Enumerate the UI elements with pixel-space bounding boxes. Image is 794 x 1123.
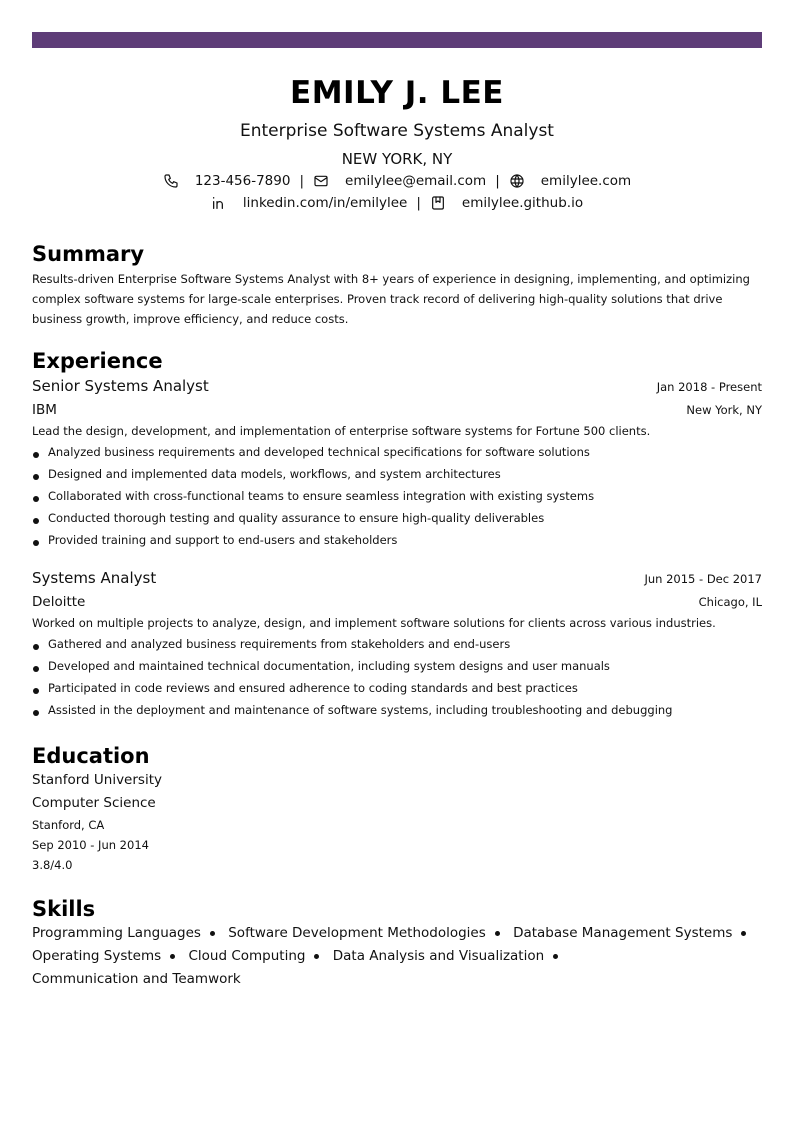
list-item: Assisted in the deployment and maintenance of software systems, including troubleshooting and debugging bbox=[32, 699, 762, 721]
accent-bar bbox=[32, 32, 762, 48]
separator: | bbox=[416, 195, 421, 211]
phone-link[interactable]: 123-456-7890 bbox=[194, 173, 291, 189]
section-heading-education: Education bbox=[32, 744, 150, 768]
github-link[interactable]: emilylee.github.io bbox=[461, 195, 584, 211]
list-item: Participated in code reviews and ensured adherence to coding standards and best practices bbox=[32, 677, 762, 699]
candidate-title: Enterprise Software Systems Analyst bbox=[240, 121, 554, 141]
contact-row-primary bbox=[32, 172, 762, 190]
linkedin-icon bbox=[211, 195, 227, 211]
website-link[interactable]: emilylee.com bbox=[540, 173, 632, 189]
education-dates: Sep 2010 - Jun 2014 bbox=[32, 838, 149, 852]
email-icon bbox=[313, 173, 329, 189]
candidate-location: NEW YORK, NY bbox=[341, 150, 453, 168]
job-description: Worked on multiple projects to analyze, design, and implement software solutions for clients across various industries. bbox=[32, 616, 716, 630]
bookmark-icon bbox=[430, 195, 446, 211]
skills-list bbox=[32, 922, 762, 991]
job-entry bbox=[32, 567, 762, 721]
section-heading-skills: Skills bbox=[32, 897, 96, 921]
list-item: Conducted thorough testing and quality assurance to ensure high-quality deliverables bbox=[32, 507, 762, 529]
list-item: Developed and maintained technical documentation, including system designs and user manuals bbox=[32, 655, 762, 677]
skill-item: Operating Systems bbox=[32, 948, 162, 964]
contact-row-secondary bbox=[32, 194, 762, 212]
job-location: Chicago, IL bbox=[698, 595, 762, 609]
experience-section bbox=[32, 348, 762, 721]
list-item: Collaborated with cross-functional teams to ensure seamless integration with existing systems bbox=[32, 485, 762, 507]
section-heading-summary: Summary bbox=[32, 242, 145, 266]
list-item: Provided training and support to end-users and stakeholders bbox=[32, 529, 762, 551]
section-heading-experience: Experience bbox=[32, 349, 163, 373]
list-item: Analyzed business requirements and developed technical specifications for software solutions bbox=[32, 441, 762, 463]
job-dates: Jan 2018 - Present bbox=[656, 380, 762, 394]
email-link[interactable]: emilylee@email.com bbox=[345, 173, 487, 189]
bullet-dot bbox=[553, 954, 558, 959]
education-location: Stanford, CA bbox=[32, 818, 105, 832]
skill-item: Cloud Computing bbox=[188, 948, 306, 964]
candidate-name: EMILY J. LEE bbox=[290, 75, 504, 111]
skill-item: Database Management Systems bbox=[513, 925, 733, 941]
bullet-dot bbox=[495, 931, 500, 936]
skill-item: Data Analysis and Visualization bbox=[332, 948, 545, 964]
skill-item: Communication and Teamwork bbox=[32, 971, 241, 987]
job-title: Systems Analyst bbox=[32, 569, 157, 587]
bullet-dot bbox=[170, 954, 175, 959]
separator: | bbox=[299, 173, 305, 189]
linkedin-link[interactable]: linkedin.com/in/emilylee bbox=[242, 195, 408, 211]
education-school: Stanford University bbox=[32, 772, 162, 788]
resume-header bbox=[32, 74, 762, 212]
job-company: IBM bbox=[32, 402, 57, 418]
job-description: Lead the design, development, and implementation of enterprise software systems for Fortune 500 clients. bbox=[32, 424, 651, 438]
list-item: Gathered and analyzed business requirements from stakeholders and end-users bbox=[32, 633, 762, 655]
education-section bbox=[32, 743, 762, 875]
phone-icon bbox=[163, 173, 179, 189]
list-item: Designed and implemented data models, workflows, and system architectures bbox=[32, 463, 762, 485]
skills-section bbox=[32, 896, 762, 991]
bullet-dot bbox=[210, 931, 215, 936]
job-company: Deloitte bbox=[32, 594, 86, 610]
skill-item: Programming Languages bbox=[32, 925, 201, 941]
bullet-dot bbox=[314, 954, 319, 959]
summary-section bbox=[32, 241, 762, 329]
education-field: Computer Science bbox=[32, 795, 156, 811]
skill-item: Software Development Methodologies bbox=[228, 925, 486, 941]
job-entry bbox=[32, 375, 762, 551]
separator: | bbox=[495, 173, 500, 189]
job-location: New York, NY bbox=[686, 403, 762, 417]
education-gpa: 3.8/4.0 bbox=[32, 858, 73, 872]
job-bullets bbox=[32, 441, 762, 551]
globe-icon bbox=[509, 173, 525, 189]
job-title: Senior Systems Analyst bbox=[32, 377, 209, 395]
summary-text: Results-driven Enterprise Software Systems Analyst with 8+ years of experience in designing, implementing, and optimizing complex software systems for large-scale enterprises. Proven track record of delivering high-quality solutions that drive business growth, improve efficiency, and reduce costs. bbox=[32, 272, 750, 326]
job-dates: Jun 2015 - Dec 2017 bbox=[644, 572, 762, 586]
job-bullets bbox=[32, 633, 762, 721]
bullet-dot bbox=[741, 931, 746, 936]
